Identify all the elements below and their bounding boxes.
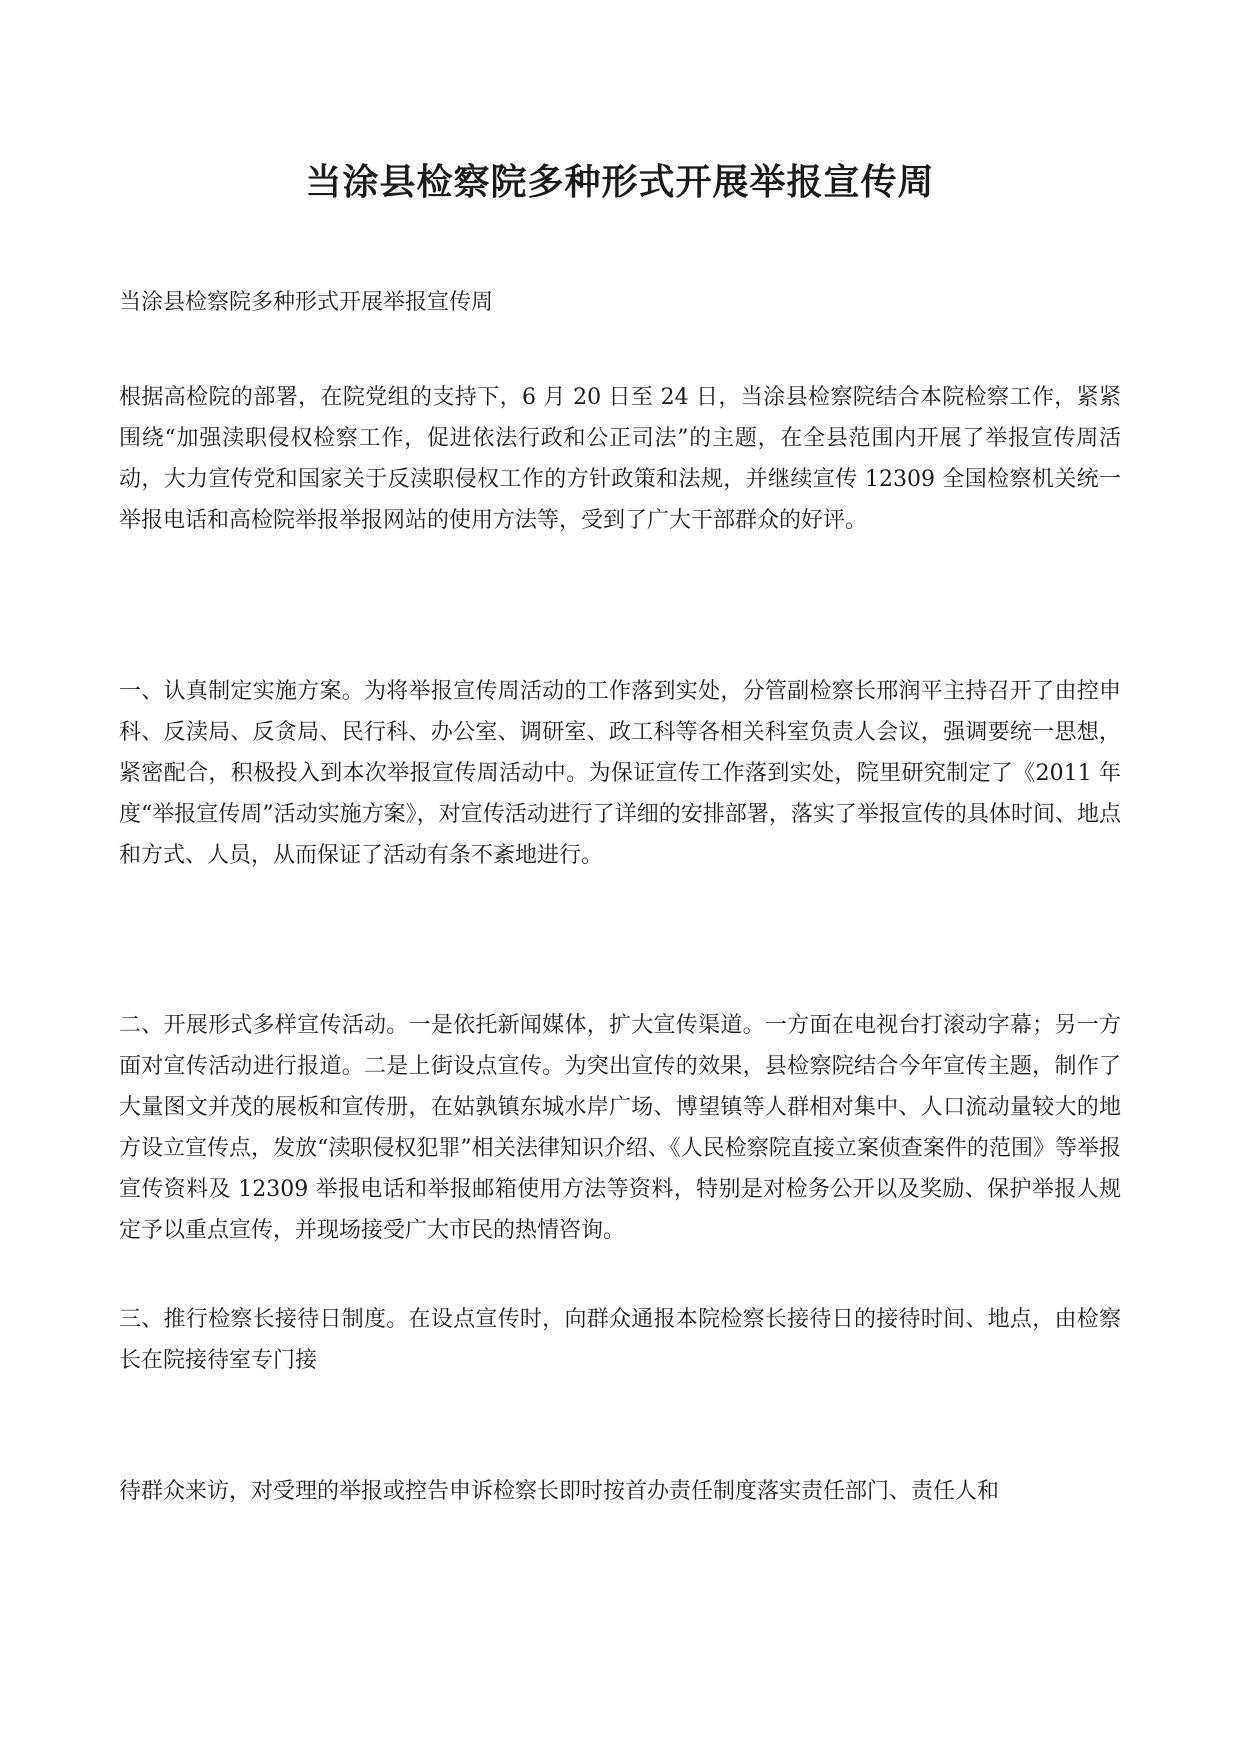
paragraph-section-2: 二、开展形式多样宣传活动。一是依托新闻媒体，扩大宣传渠道。一方面在电视台打滚动字幕；另一方面对宣传活动进行报道。二是上街设点宣传。为突出宣传的效果，县检察院结合今年宣传主题，制作了大量图文并茂的展板和宣传册，在姑孰镇东城水岸广场、博望镇等人群相对集中、人口流动量较大的地方设立宣传点，发放“渎职侵权犯罪”相关法律知识介绍、《人民检察院直接立案侦查案件的范围》等举报宣传资料及 12309 举报电话和举报邮箱使用方法等资料，特别是对检务公开以及奖励、保护举报人规定予以重点宣传，并现场接受广大市民的热情咨询。	[119, 1013, 1121, 1243]
paragraph-section-3: 三、推行检察长接待日制度。在设点宣传时，向群众通报本院检察长接待日的接待时间、地点，由检察长在院接待室专门接	[119, 1307, 1121, 1373]
paragraph-continuation: 待群众来访，对受理的举报或控告申诉检察长即时按首办责任制度落实责任部门、责任人和	[119, 1479, 1000, 1504]
document-title: 当涂县检察院多种形式开展举报宣传周	[305, 161, 935, 203]
paragraph-section-1: 一、认真制定实施方案。为将举报宣传周活动的工作落到实处，分管副检察长邢润平主持召开了由控申科、反渎局、反贪局、民行科、办公室、调研室、政工科等各相关科室负责人会议，强调要统一思想，紧密配合，积极投入到本次举报宣传周活动中。为保证宣传工作落到实处，院里研究制定了《2011 年度“举报宣传周”活动实施方案》，对宣传活动进行了详细的安排部署，落实了举报宣传的具体时间、地点和方式、人员，从而保证了活动有条不紊地进行。	[119, 679, 1121, 868]
paragraph-intro: 根据高检院的部署，在院党组的支持下，6 月 20 日至 24 日，当涂县检察院结合本院检察工作，紧紧围绕“加强渎职侵权检察工作，促进依法行政和公正司法”的主题，在全县范围内开展了举报宣传周活动，大力宣传党和国家关于反渎职侵权工作的方针政策和法规，并继续宣传 12309 全国检察机关统一举报电话和高检院举报举报网站的使用方法等，受到了广大干部群众的好评。	[119, 385, 1121, 533]
document-subtitle: 当涂县检察院多种形式开展举报宣传周	[119, 290, 494, 315]
